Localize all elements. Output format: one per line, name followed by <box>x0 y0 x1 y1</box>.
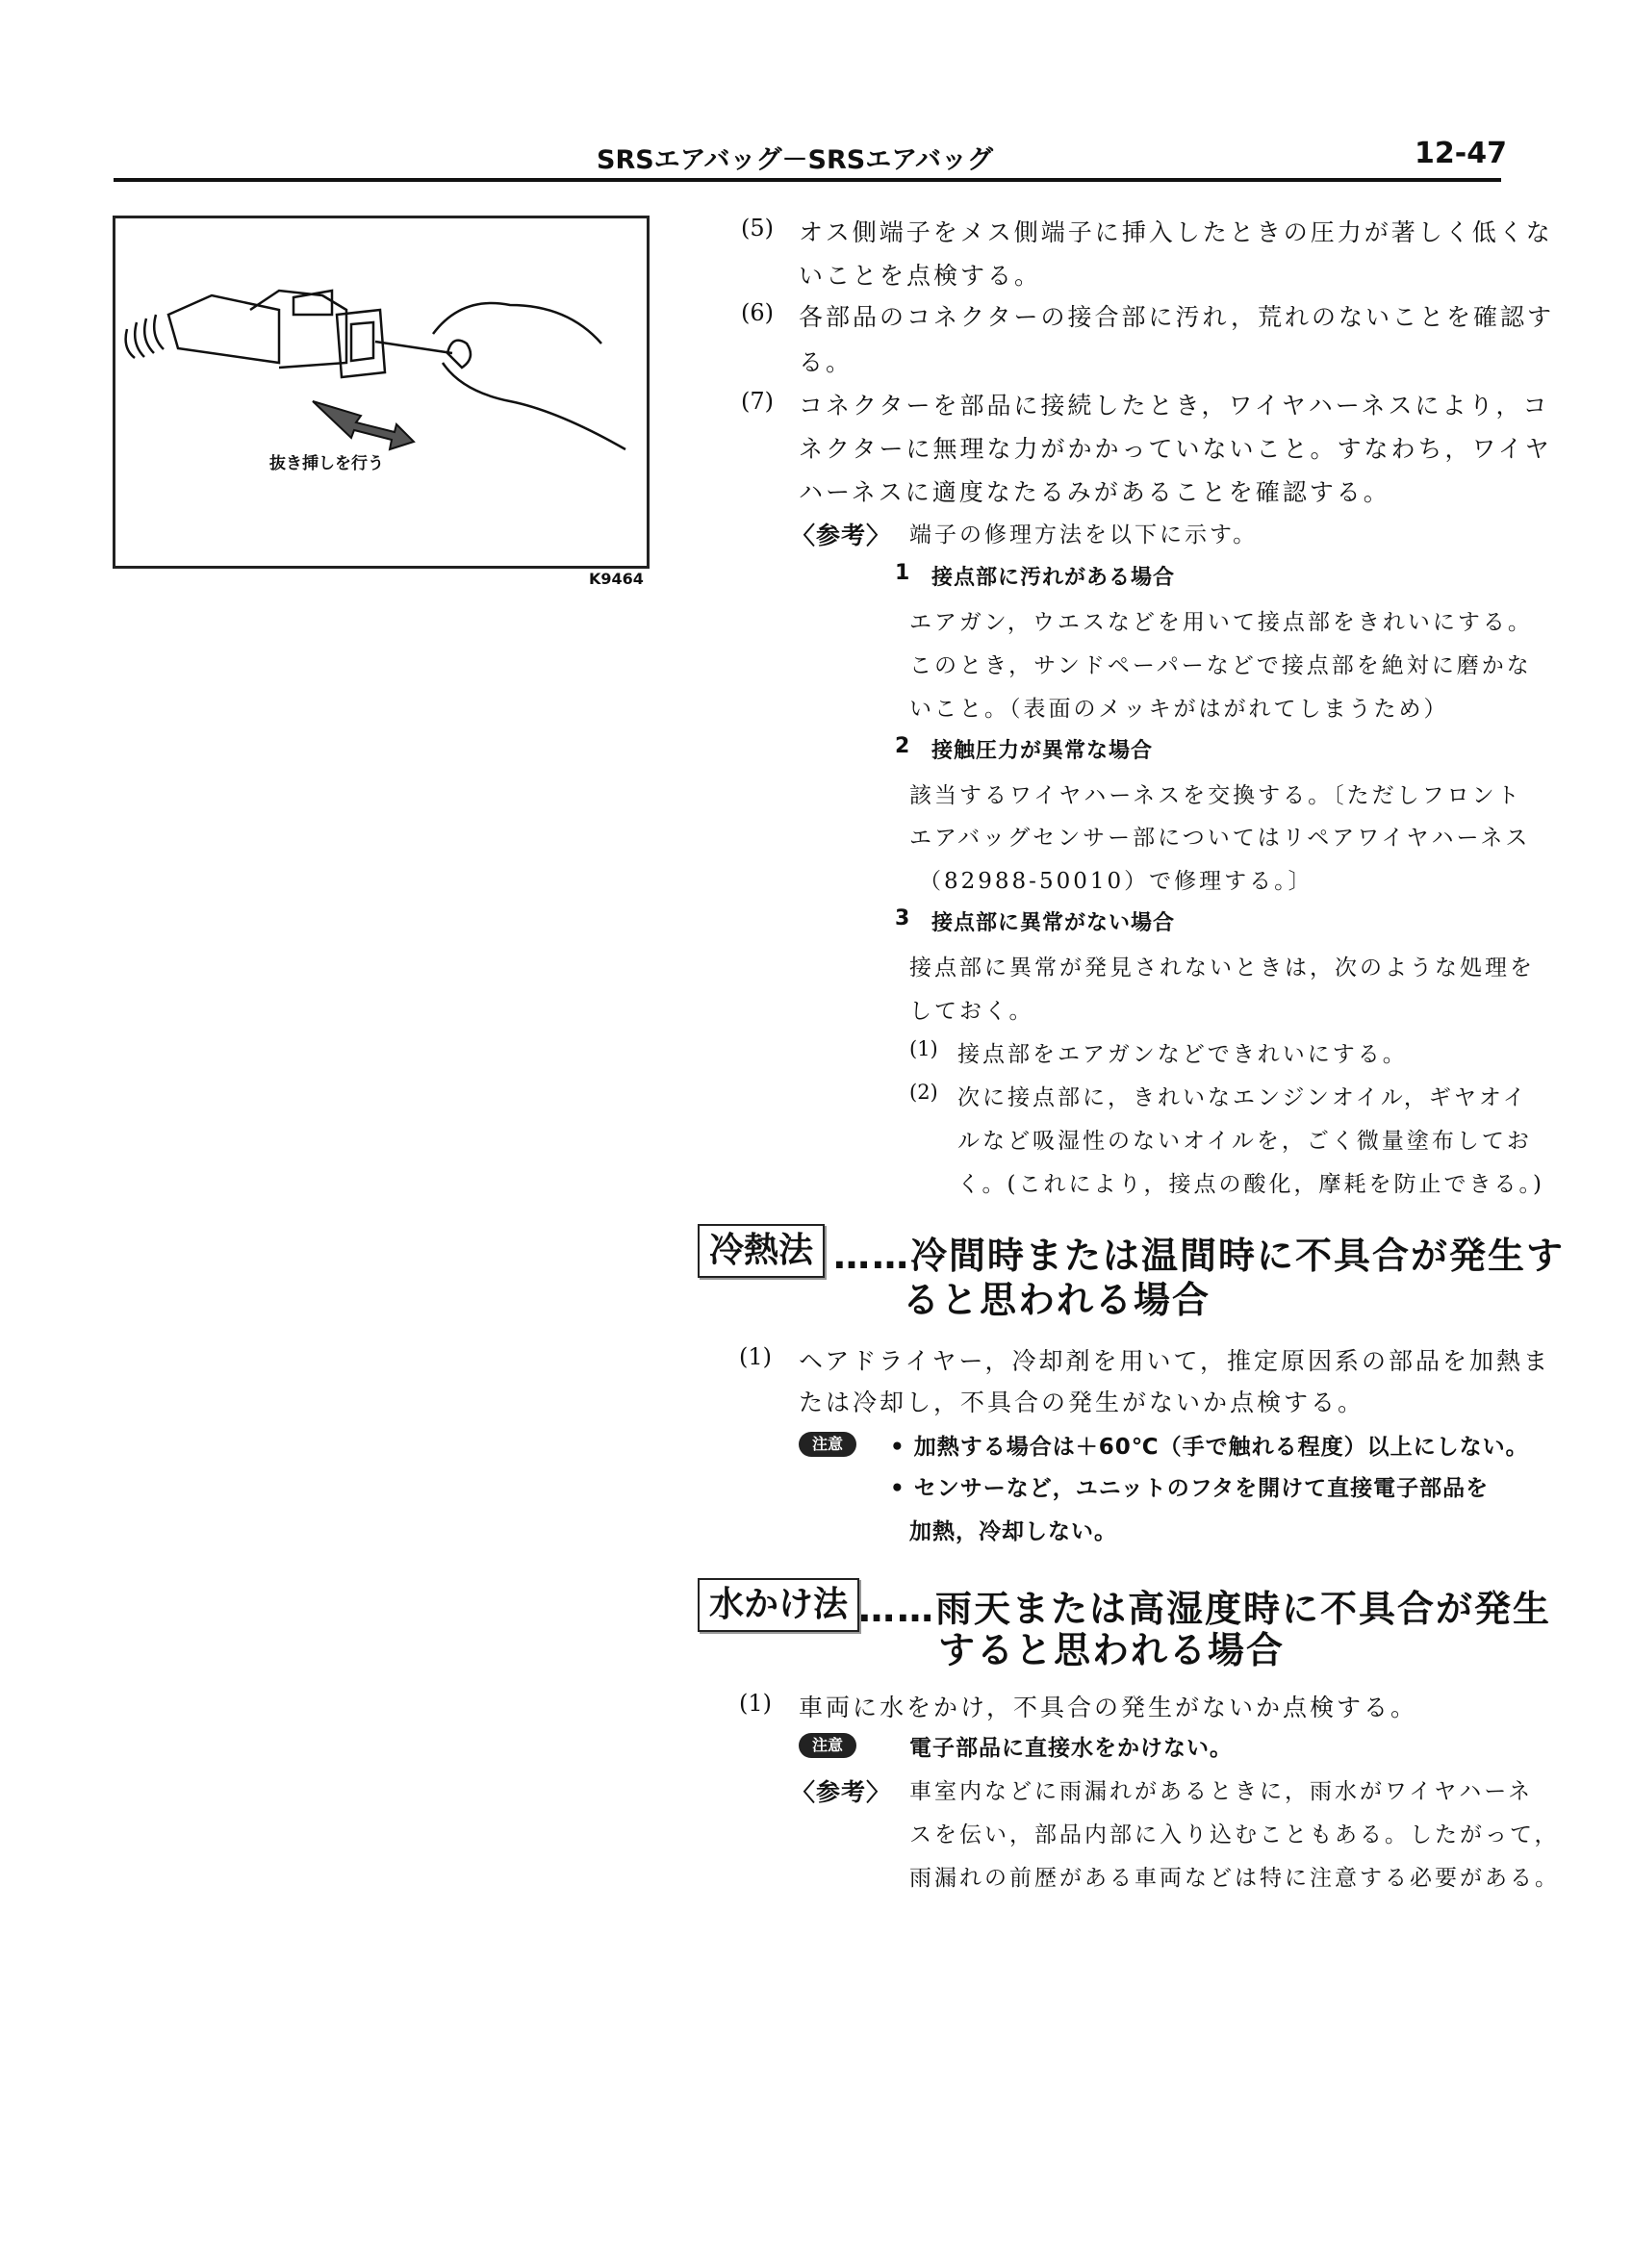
repair-num: 2 <box>895 734 911 758</box>
repair-num: 3 <box>895 906 911 930</box>
repair-text: エアバッグセンサー部についてはリペアワイヤハーネス <box>909 826 1531 851</box>
method-box-cold-heat: 冷熱法 <box>698 1224 825 1278</box>
step-text: ヘアドライヤー，冷却剤を用いて，推定原因系の部品を加熱ま <box>799 1347 1551 1375</box>
item-text: オス側端子をメス側端子に挿入したときの圧力が著しく低くな <box>799 218 1553 246</box>
repair-text: いこと。（表面のメッキがはがれてしまうため） <box>909 697 1449 722</box>
reference-label: 〈参考〉 <box>791 522 892 549</box>
item-label: (7) <box>741 388 774 415</box>
sub-step-text: 接点部をエアガンなどできれいにする。 <box>957 1042 1408 1067</box>
repair-text: 接点部に異常が発見されないときは，次のような処理を <box>909 956 1535 981</box>
header-rule <box>114 178 1501 182</box>
item-label: (6) <box>741 299 774 326</box>
page-number: 12-47 <box>1415 137 1507 170</box>
sub-step-label: (2) <box>909 1081 938 1104</box>
item-text: いことを点検する。 <box>799 262 1042 290</box>
repair-title: 接触圧力が異常な場合 <box>931 739 1154 763</box>
item-text: 各部品のコネクターの接合部に汚れ，荒れのないことを確認す <box>799 303 1555 331</box>
repair-text: 該当するワイヤハーネスを交換する。〔ただしフロント <box>909 783 1522 808</box>
caution-text: • センサーなど，ユニットのフタを開けて直接電子部品を <box>890 1476 1490 1501</box>
reference-text: 端子の修理方法を以下に示す。 <box>909 522 1259 548</box>
method-heading: すると思われる場合 <box>938 1629 1286 1671</box>
caution-text: 加熱，冷却しない。 <box>909 1519 1117 1544</box>
reference-text: 車室内などに雨漏れがあるときに，雨水がワイヤハーネ <box>909 1779 1534 1804</box>
sub-step-text: ルなど吸湿性のないオイルを，ごく微量塗布してお <box>957 1129 1532 1154</box>
item-text: る。 <box>799 348 854 376</box>
reference-label: 〈参考〉 <box>791 1778 892 1806</box>
repair-title: 接点部に異常がない場合 <box>931 911 1176 935</box>
connector-probe-drawing <box>115 218 647 566</box>
sub-step-text: 次に接点部に，きれいなエンジンオイル，ギヤオイ <box>957 1085 1528 1110</box>
item-text: ハーネスに適度なたるみがあることを確認する。 <box>799 478 1390 506</box>
caution-badge: 注意 <box>799 1432 856 1457</box>
repair-title: 接点部に汚れがある場合 <box>931 566 1176 590</box>
figure-caption: 抜き挿しを行う <box>269 454 384 473</box>
item-label: (5) <box>741 215 774 242</box>
item-text: コネクターを部品に接続したとき，ワイヤハーネスにより，コ <box>799 392 1550 420</box>
method-heading: ると思われる場合 <box>903 1279 1211 1321</box>
sub-step-label: (1) <box>909 1037 938 1060</box>
repair-text: エアガン，ウエスなどを用いて接点部をきれいにする。 <box>909 610 1533 635</box>
step-text: 車両に水をかけ，不具合の発生がないか点検する。 <box>799 1694 1418 1721</box>
caution-text: 電子部品に直接水をかけない。 <box>909 1736 1233 1761</box>
repair-text: しておく。 <box>909 999 1034 1024</box>
method-heading: ……雨天または高湿度時に不具合が発生 <box>858 1588 1552 1630</box>
repair-text: このとき，サンドペーパーなどで接点部を絶対に磨かな <box>909 653 1532 678</box>
method-box-water: 水かけ法 <box>698 1578 859 1632</box>
repair-text: （82988-50010）で修理する。〕 <box>919 869 1313 894</box>
reference-text: 雨漏れの前歴がある車両などは特に注意する必要がある。 <box>909 1866 1560 1891</box>
reference-text: スを伝い，部品内部に入り込むこともある。したがって， <box>909 1822 1560 1848</box>
method-heading: ……冷間時または温間時に不具合が発生す <box>833 1235 1566 1277</box>
step-label: (1) <box>739 1690 772 1717</box>
section-title: SRSエアバッグ－SRSエアバッグ <box>597 145 994 175</box>
item-text: ネクターに無理な力がかかっていないこと。すなわち，ワイヤ <box>799 435 1552 463</box>
figure-code: K9464 <box>589 570 644 588</box>
step-label: (1) <box>739 1343 772 1370</box>
step-text: たは冷却し，不具合の発生がないか点検する。 <box>799 1389 1365 1416</box>
repair-num: 1 <box>895 561 911 585</box>
caution-text: • 加熱する場合は＋60℃（手で触れる程度）以上にしない。 <box>890 1435 1529 1460</box>
sub-step-text: く。(これにより，接点の酸化，摩耗を防止できる。) <box>957 1172 1544 1197</box>
caution-badge: 注意 <box>799 1733 856 1758</box>
connector-illustration <box>113 216 650 569</box>
